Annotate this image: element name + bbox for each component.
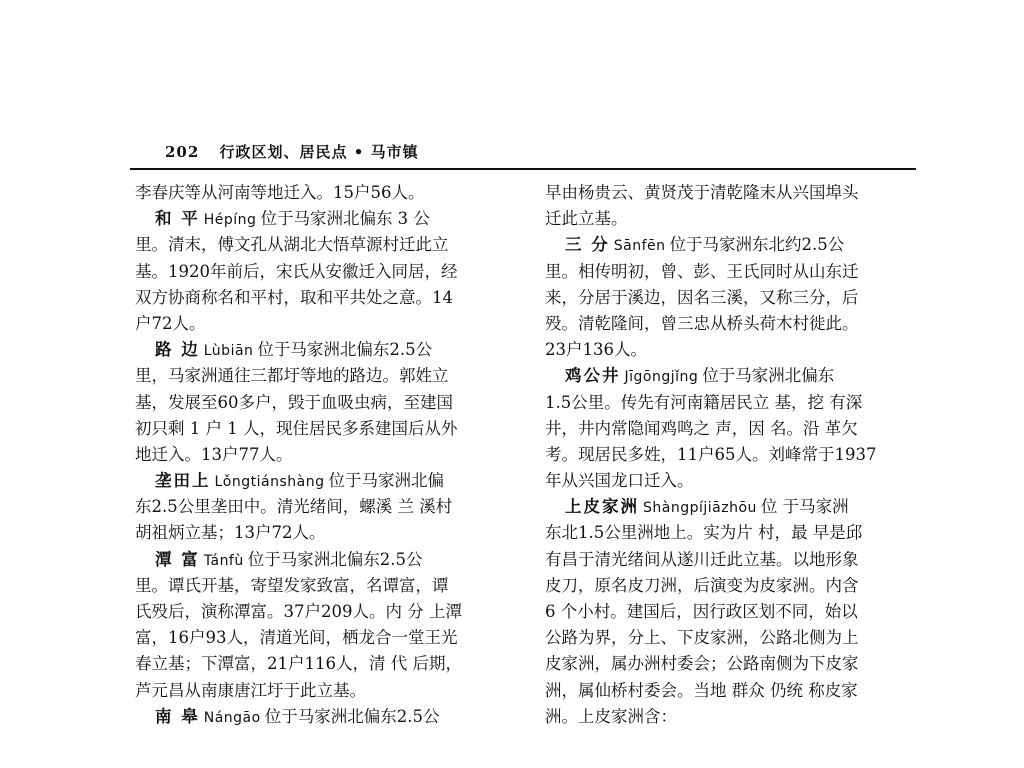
text-line: [135, 573, 505, 599]
text-line: [545, 599, 915, 625]
text-line: [545, 390, 915, 416]
page-header: [165, 141, 419, 162]
line-text: 初只剩 1 户 1 人，现住居民多系建国后从外: [135, 418, 458, 438]
line-text: 位于马家洲北偏东: [702, 366, 835, 386]
line-text: 春立基；下潭富，21户116人，清 代 后期，: [135, 654, 462, 674]
line-text: 井，井内常隐闻鸡鸣之 声，因 名。沿 革欠: [545, 418, 858, 438]
line-text: 里，马家洲通往三都圩等地的路边。郭姓立: [135, 366, 449, 386]
line-text: 胡祖炳立基；13户72人。: [135, 523, 326, 543]
text-line: [545, 337, 915, 363]
text-line: [135, 259, 505, 285]
line-text: 富，16户93人，清道光间，栖龙合一堂王光: [135, 628, 458, 648]
line-text: 公路为界，分上、下皮家洲，公路北侧为上: [545, 628, 859, 648]
text-line: [545, 678, 915, 704]
line-text: 东北1.5公里洲地上。实为片 村，最 早是邱: [545, 523, 863, 543]
entry-name: 和 平: [155, 209, 200, 229]
romanization: Shàngpíjiāzhōu: [643, 500, 757, 517]
line-text: 双方协商称名和平村，取和平共处之意。14: [135, 287, 453, 307]
text-line: [135, 232, 505, 258]
left-column: [135, 180, 505, 730]
line-text: 1.5公里。传先有河南籍居民立 基，挖 有深: [545, 392, 863, 412]
text-line: [135, 625, 505, 651]
text-line: [135, 363, 505, 389]
line-text: 氏殁后，演称潭富。37户209人。内 分 上潭: [135, 602, 462, 621]
text-line: [135, 704, 505, 730]
text-line: [135, 180, 505, 206]
text-line: [545, 651, 915, 677]
line-text: 有昌于清光绪间从遂川迁此立基。以地形象: [545, 549, 859, 569]
line-text: 地迁入。13户77人。: [135, 444, 293, 464]
entry-name: 三 分: [565, 235, 610, 255]
line-text: 里。谭氏开基，寄望发家致富，名谭富，谭: [135, 575, 449, 595]
line-text: 李春庆等从河南等地迁入。15户56人。: [135, 183, 425, 202]
entry-name: 潭 富: [155, 549, 200, 569]
romanization: Lǒngtiánshàng: [214, 474, 325, 491]
text-line: [545, 416, 915, 442]
text-line: [135, 599, 505, 625]
entry-name: 垄田上: [155, 471, 211, 491]
entry-name: 上皮家洲: [565, 497, 639, 517]
text-line: [545, 573, 915, 599]
text-line: [135, 416, 505, 442]
romanization: Jīgōngjǐng: [624, 369, 699, 386]
text-line: [545, 311, 915, 337]
text-line: [545, 232, 915, 258]
text-line: [545, 625, 915, 651]
line-text: 位于马家洲北偏: [328, 471, 444, 491]
text-line: [135, 651, 505, 677]
line-text: 基。1920年前后，宋氏从安徽迁入同居，经: [135, 261, 458, 281]
romanization: Sānfēn: [613, 238, 666, 255]
text-line: [135, 390, 505, 416]
line-text: 皮家洲，属办洲村委会；公路南侧为下皮家: [545, 654, 859, 674]
line-text: 户72人。: [135, 313, 206, 333]
text-line: [545, 704, 915, 730]
header-rule: [130, 168, 916, 170]
text-line: [545, 520, 915, 546]
right-column: [545, 180, 915, 730]
entry-name: 南 皋: [155, 706, 200, 726]
text-line: [545, 363, 915, 389]
text-line: [135, 206, 505, 232]
line-text: 年从兴国龙口迁入。: [545, 471, 694, 491]
line-text: 里。清末，傅文孔从湖北大悟草源村迁此立: [135, 235, 449, 255]
line-text: 洲，属仙桥村委会。当地 群众 仍统 称皮家: [545, 680, 858, 700]
romanization: Lùbiān: [203, 343, 254, 360]
text-line: [545, 285, 915, 311]
line-text: 里。相传明初，曾、彭、王氏同时从山东迁: [545, 261, 859, 281]
text-line: [545, 206, 915, 232]
line-text: 皮刀，原名皮刀洲，后演变为皮家洲。内含: [545, 575, 859, 595]
text-line: [135, 494, 505, 520]
line-text: 东2.5公里垄田中。清光绪间，螺溪 兰 溪村: [135, 497, 453, 517]
line-text: 基，发展至60多户，毁于血吸虫病，至建国: [135, 392, 453, 412]
text-line: [545, 547, 915, 573]
text-line: [135, 285, 505, 311]
line-text: 23户136人。: [545, 340, 647, 360]
text-line: [545, 259, 915, 285]
text-line: [545, 442, 915, 468]
entry-name: 鸡公井: [565, 366, 621, 386]
text-line: [545, 468, 915, 494]
text-line: [135, 678, 505, 704]
text-line: [135, 468, 505, 494]
page-number: 202: [165, 143, 200, 161]
section-title: 行政区划、居民点 • 马市镇: [219, 143, 419, 161]
text-line: [135, 520, 505, 546]
line-text: 迁此立基。: [545, 209, 628, 229]
text-line: [135, 311, 505, 337]
text-line: [135, 547, 505, 573]
line-text: 洲。上皮家洲含：: [545, 706, 677, 726]
line-text: 位于马家洲北偏东2.5公: [247, 549, 423, 569]
line-text: 6 个小村。建国后，因行政区划不同，始以: [545, 602, 858, 621]
line-text: 位于马家洲东北约2.5公: [669, 235, 845, 255]
line-text: 芦元昌从南康唐江圩于此立基。: [135, 680, 366, 700]
line-text: 早由杨贵云、黄贤茂于清乾隆末从兴国埠头: [545, 183, 859, 202]
line-text: 位于马家洲北偏东 3 公: [260, 209, 430, 229]
text-line: [545, 180, 915, 206]
line-text: 考。现居民多姓，11户65人。刘峰常于1937: [545, 444, 877, 464]
text-line: [545, 494, 915, 520]
entry-name: 路 边: [155, 340, 200, 360]
line-text: 位于马家洲北偏东2.5公: [264, 706, 440, 726]
text-line: [135, 337, 505, 363]
text-line: [135, 442, 505, 468]
romanization: Hépíng: [203, 212, 257, 229]
line-text: 位 于马家洲: [760, 497, 849, 517]
romanization: Nángāo: [203, 709, 261, 726]
romanization: Tánfù: [203, 552, 244, 569]
line-text: 来，分居于溪边，因名三溪，又称三分，后: [545, 287, 859, 307]
line-text: 殁。清乾隆间，曾三忠从桥头荷木村徙此。: [545, 313, 859, 333]
line-text: 位于马家洲北偏东2.5公: [257, 340, 433, 360]
